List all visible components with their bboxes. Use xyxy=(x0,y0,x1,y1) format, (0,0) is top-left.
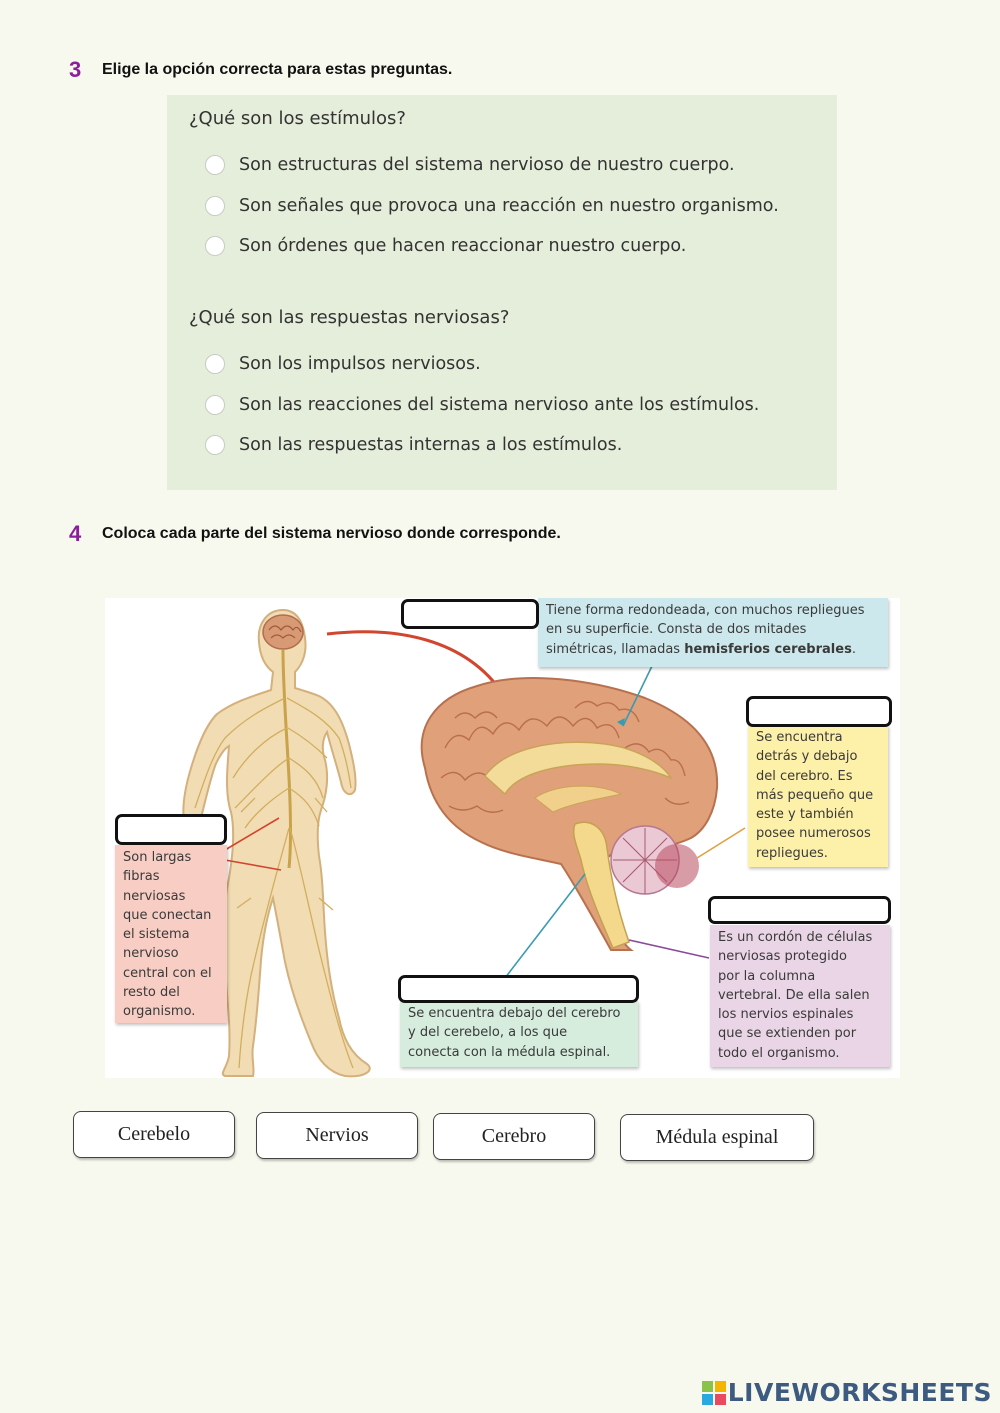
radio-button[interactable] xyxy=(205,435,225,455)
option-label: Son las respuestas internas a los estímulos. xyxy=(239,435,623,455)
text-line: los nervios espinales xyxy=(718,1007,854,1023)
drop-slot-cerebro[interactable] xyxy=(401,599,539,629)
liveworksheets-logo xyxy=(702,1378,992,1407)
question-2: ¿Qué son las respuestas nerviosas? xyxy=(189,307,510,328)
q2-option-1[interactable] xyxy=(205,354,481,374)
text-line: Son largas xyxy=(123,850,192,865)
text-span: . xyxy=(851,641,856,657)
text-line: nervioso xyxy=(123,946,179,962)
text-line: fibras xyxy=(123,869,160,885)
drop-slot-nervios[interactable] xyxy=(115,814,227,845)
option-label: Son señales que provoca una reacción en nuestro organismo. xyxy=(239,196,779,216)
pointer-medula xyxy=(629,940,709,958)
text-line: que se extienden por xyxy=(718,1026,857,1042)
option-label: Son las reacciones del sistema nervioso ante los estímulos. xyxy=(239,395,760,415)
q2-option-3[interactable] xyxy=(205,435,622,455)
word-chip-nervios[interactable]: Nervios xyxy=(256,1112,418,1159)
radio-button[interactable] xyxy=(205,196,225,216)
liveworksheets-logo-icon xyxy=(702,1381,726,1405)
option-label: Son los impulsos nerviosos. xyxy=(239,354,481,374)
q1-option-2[interactable] xyxy=(205,196,779,216)
text-line: que conectan xyxy=(123,907,212,923)
text-line: posee numerosos xyxy=(756,826,871,842)
option-label: Son órdenes que hacen reaccionar nuestro cuerpo. xyxy=(239,236,687,256)
text-line: todo el organismo. xyxy=(718,1045,840,1061)
word-chip-cerebro[interactable]: Cerebro xyxy=(433,1113,595,1160)
text-line: Es un cordón de células xyxy=(718,930,873,945)
radio-button[interactable] xyxy=(205,236,225,256)
q2-option-2[interactable] xyxy=(205,395,759,415)
text-line: y del cerebelo, a los que xyxy=(408,1025,568,1041)
text-line: del cerebro. Es xyxy=(756,768,853,784)
radio-button[interactable] xyxy=(205,395,225,415)
bold-term: hemisferios cerebrales xyxy=(684,641,852,657)
section-4-number: 4 xyxy=(69,521,82,546)
text-line: nerviosas xyxy=(123,888,186,904)
quiz-panel xyxy=(167,95,837,490)
pointer-tronco xyxy=(505,874,585,978)
logo-text: LIVEWORKSHEETS xyxy=(727,1378,992,1407)
pointer-cerebelo xyxy=(697,828,745,858)
arrow-head-to-brain xyxy=(327,632,503,694)
section-3-title: Elige la opción correcta para estas preguntas. xyxy=(102,61,453,78)
text-line: nerviosas protegido xyxy=(718,949,847,965)
question-1: ¿Qué son los estímulos? xyxy=(189,108,406,129)
text-line: resto del xyxy=(123,985,180,1001)
word-chip-medula-espinal[interactable]: Médula espinal xyxy=(620,1114,814,1161)
radio-button[interactable] xyxy=(205,155,225,175)
q1-option-1[interactable] xyxy=(205,155,735,175)
info-box-cerebelo xyxy=(748,725,888,867)
nervous-system-diagram xyxy=(105,598,900,1078)
info-box-cerebro xyxy=(538,598,888,667)
text-line: Se encuentra debajo del cerebro xyxy=(408,1006,621,1021)
text-line: organismo. xyxy=(123,1004,196,1020)
radio-button[interactable] xyxy=(205,354,225,374)
info-box-medula xyxy=(710,925,890,1067)
drop-slot-tronco[interactable] xyxy=(398,975,639,1003)
info-box-tronco xyxy=(400,1001,638,1067)
text-line: en su superficie. Consta de dos mitades xyxy=(546,622,807,638)
section-3-number: 3 xyxy=(69,57,82,82)
text-line: el sistema xyxy=(123,927,190,943)
option-label: Son estructuras del sistema nervioso de nuestro cuerpo. xyxy=(239,155,735,175)
text-line: vertebral. De ella salen xyxy=(718,987,870,1003)
brain-illustration xyxy=(422,678,717,950)
text-line: conecta con la médula espinal. xyxy=(408,1044,611,1060)
text-line: por la columna xyxy=(718,968,816,984)
text-line: detrás y debajo xyxy=(756,749,858,765)
text-line: Tiene forma redondeada, con muchos repliegues xyxy=(546,603,865,618)
q1-option-3[interactable] xyxy=(205,236,686,256)
section-4-title: Coloca cada parte del sistema nervioso donde corresponde. xyxy=(102,525,561,542)
drop-slot-medula[interactable] xyxy=(708,896,891,924)
text-line: Se encuentra xyxy=(756,730,843,745)
text-line: repliegues. xyxy=(756,845,828,861)
word-chip-cerebelo[interactable]: Cerebelo xyxy=(73,1111,235,1158)
text-span: simétricas, llamadas xyxy=(546,641,685,657)
drop-slot-cerebelo[interactable] xyxy=(746,696,892,727)
text-line: este y también xyxy=(756,807,854,823)
text-line xyxy=(546,640,880,659)
info-box-nervios xyxy=(115,845,227,1023)
text-line: más pequeño que xyxy=(756,787,874,803)
text-line: central con el xyxy=(123,965,212,981)
